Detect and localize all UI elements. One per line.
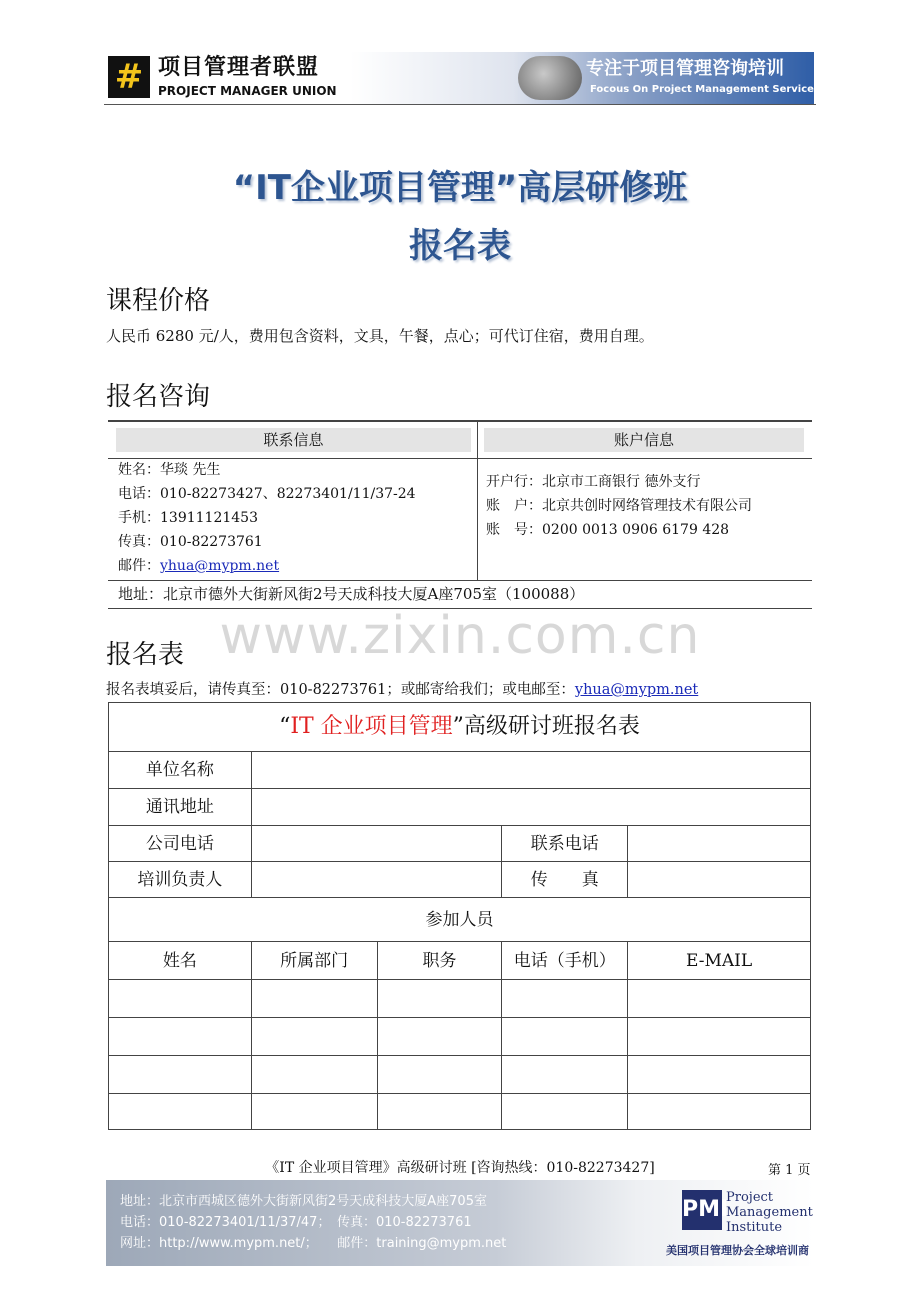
- address-field[interactable]: [251, 789, 810, 826]
- price-text: 人民币 6280 元/人，费用包含资料，文具，午餐，点心；可代订住宿，费用自理。: [106, 327, 654, 345]
- name-cell[interactable]: [109, 1094, 252, 1130]
- unit-name-label: 单位名称: [109, 752, 252, 789]
- handshake-icon: [518, 56, 582, 100]
- account-bank: 开户行：北京市工商银行 德外支行: [486, 474, 701, 490]
- address-label: 通讯地址: [109, 789, 252, 826]
- registration-form: [108, 702, 811, 1130]
- form-title: [109, 703, 811, 752]
- pmi-name-line: Project: [726, 1190, 774, 1205]
- logo-name-cn: 项目管理者联盟: [158, 55, 320, 80]
- contact-header: 联系信息: [116, 428, 471, 452]
- phone-cell[interactable]: [502, 1056, 628, 1094]
- title-cell[interactable]: [377, 1018, 502, 1056]
- price-heading: 课程价格: [106, 286, 211, 316]
- email-cell[interactable]: [628, 980, 811, 1018]
- account-header: 账户信息: [484, 428, 804, 452]
- participants-header: 参加人员: [109, 898, 811, 942]
- unit-name-field[interactable]: [251, 752, 810, 789]
- column-divider: [477, 422, 478, 580]
- contact-name: 姓名：华琰 先生: [118, 462, 221, 478]
- row-divider: [108, 580, 812, 581]
- slogan-en: Focous On Project Management Service: [590, 84, 814, 95]
- department-cell[interactable]: [251, 1094, 377, 1130]
- column-header-email: E-MAIL: [628, 942, 811, 980]
- training-lead-label: 培训负责人: [109, 862, 252, 898]
- account-holder: 账 户：北京共创时网络管理技术有限公司: [486, 498, 752, 514]
- column-header-name: 姓名: [109, 942, 252, 980]
- training-lead-field[interactable]: [251, 862, 502, 898]
- name-cell[interactable]: [109, 980, 252, 1018]
- footer-phone-fax: 电话：010-82273401/11/37/47； 传真：010-82273761: [120, 1215, 472, 1230]
- consult-address: 地址：北京市德外大街新风街2号天成科技大厦A座705室（100088）: [118, 585, 585, 603]
- table-row: [109, 980, 811, 1018]
- column-header-phone: 电话（手机）: [502, 942, 628, 980]
- form-email-link[interactable]: yhua@mypm.net: [574, 682, 699, 698]
- pmi-caption-cn: 美国项目管理协会全球培训商: [666, 1244, 809, 1257]
- account-number: 账 号：0200 0013 0906 6179 428: [486, 522, 730, 538]
- consult-table: [108, 420, 812, 609]
- logo-mark-icon: #: [108, 56, 150, 98]
- footer-banner: [106, 1180, 814, 1266]
- slogan-cn: 专注于项目管理咨询培训: [586, 58, 784, 79]
- page-subtitle: 报名表: [409, 226, 511, 266]
- page-number: 第 1 页: [768, 1163, 811, 1178]
- consult-heading: 报名咨询: [106, 382, 211, 412]
- title-cell[interactable]: [377, 1056, 502, 1094]
- form-heading: 报名表: [106, 640, 185, 670]
- table-row: [109, 1056, 811, 1094]
- column-header-title: 职务: [377, 942, 502, 980]
- column-header-department: 所属部门: [251, 942, 377, 980]
- name-cell[interactable]: [109, 1056, 252, 1094]
- pmi-name-line: Institute: [726, 1220, 783, 1235]
- email-label: 邮件：: [118, 558, 160, 574]
- table-row: [109, 1018, 811, 1056]
- title-cell[interactable]: [377, 1094, 502, 1130]
- row-divider: [108, 458, 812, 459]
- department-cell[interactable]: [251, 980, 377, 1018]
- company-phone-field[interactable]: [251, 826, 502, 862]
- contact-mobile: 手机：13911121453: [118, 510, 258, 526]
- pmi-name: [726, 1190, 813, 1235]
- logo-name-en: PROJECT MANAGER UNION: [158, 84, 337, 98]
- contact-email: [118, 556, 279, 576]
- email-cell[interactable]: [628, 1056, 811, 1094]
- footer-course-line: 《IT 企业项目管理》高级研讨班 [咨询热线：010-82273427]: [265, 1160, 655, 1176]
- department-cell[interactable]: [251, 1056, 377, 1094]
- pmi-name-line: Management: [726, 1205, 813, 1220]
- pmi-logo-icon: PMI: [682, 1190, 722, 1230]
- contact-phone: 电话：010-82273427、82273401/11/37-24: [118, 486, 416, 502]
- phone-cell[interactable]: [502, 980, 628, 1018]
- email-link[interactable]: yhua@mypm.net: [160, 558, 280, 574]
- footer-web-mail: 网址：http://www.mypm.net/； 邮件：training@mypm.net: [120, 1236, 507, 1251]
- fax-label: 传 真: [502, 862, 628, 898]
- title-cell[interactable]: [377, 980, 502, 1018]
- watermark: www.zixin.com.cn: [219, 606, 701, 666]
- header-banner: [350, 52, 814, 104]
- phone-cell[interactable]: [502, 1018, 628, 1056]
- company-phone-label: 公司电话: [109, 826, 252, 862]
- phone-cell[interactable]: [502, 1094, 628, 1130]
- contact-fax: 传真：010-82273761: [118, 534, 263, 550]
- email-cell[interactable]: [628, 1018, 811, 1056]
- table-row: [109, 1094, 811, 1130]
- form-title-highlight: IT 企业项目管理: [290, 714, 453, 739]
- footer-address: 地址：北京市西城区德外大街新风街2号天成科技大厦A座705室: [120, 1194, 487, 1209]
- email-cell[interactable]: [628, 1094, 811, 1130]
- page-title: “IT企业项目管理”高层研修班: [232, 168, 688, 208]
- form-intro-text: 报名表填妥后，请传真至：010-82273761；或邮寄给我们；或电邮至：: [106, 682, 575, 698]
- form-intro: [106, 680, 698, 700]
- form-title-rest: ”高级研讨班报名表: [452, 714, 640, 739]
- contact-phone-field[interactable]: [628, 826, 811, 862]
- company-logo: [108, 54, 338, 102]
- department-cell[interactable]: [251, 1018, 377, 1056]
- name-cell[interactable]: [109, 1018, 252, 1056]
- form-title-quote-open: “: [279, 714, 291, 739]
- header-divider: [104, 104, 816, 105]
- fax-field[interactable]: [628, 862, 811, 898]
- contact-phone-label: 联系电话: [502, 826, 628, 862]
